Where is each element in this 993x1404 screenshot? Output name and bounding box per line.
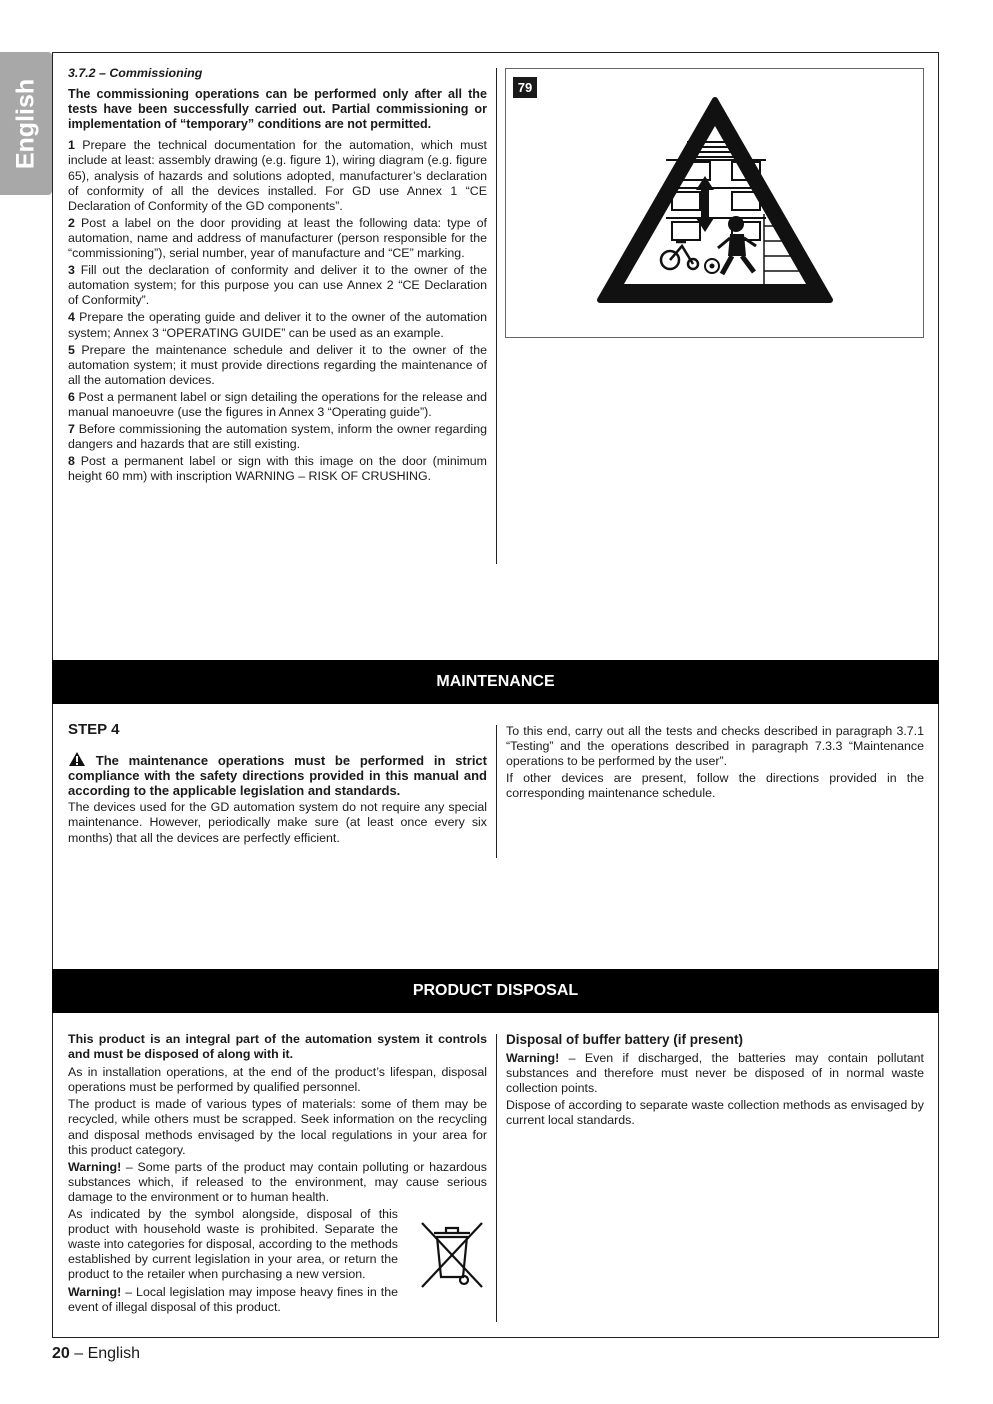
commissioning-item: 4 Prepare the operating guide and deliver it to the owner of the automation system; Annex 3 “OPERATING GUIDE” can be used as an example.	[68, 310, 488, 340]
disposal-right	[506, 1032, 924, 1131]
crossed-bin-icon	[418, 1219, 486, 1291]
commissioning-item: 3 Fill out the declaration of conformity and deliver it to the owner of the automation system; for this purpose you can use Annex 2 “CE Declaration of Conformity”.	[68, 263, 487, 308]
commissioning-item: 1 Prepare the technical documentation for the automation, which must include at least: assembly drawing (e.g. figure 1), wiring diagram (e.g. figure 65), analysis of hazards and solutions adopted, manufacturer’s declaration of conformity of all the devices installed. For GD use Annex 1 “CE Declaration of Conformity of the GD components”.	[68, 138, 487, 213]
commissioning-item: 6 Post a permanent label or sign detailing the operations for the release and manual manoeuvre (use the figures in Annex 3 “Operating guide”).	[68, 389, 487, 419]
footer-language: – English	[69, 1345, 141, 1362]
maintenance-left	[68, 722, 487, 848]
disposal-banner: PRODUCT DISPOSAL	[52, 969, 939, 1013]
language-tab-label: English	[11, 78, 40, 169]
battery-heading: Disposal of buffer battery (if present)	[506, 1032, 744, 1047]
disposal-p2: The product is made of various types of materials: some of them may be recycled, while others must be scrapped. Seek information on the recycling and disposal methods envisaged by the local regulations in your area for this product category.	[68, 1097, 487, 1157]
commissioning-item: 8 Post a permanent label or sign with this image on the door (minimum height 60 mm) with inscription WARNING – RISK OF CRUSHING.	[68, 454, 488, 484]
column-divider	[496, 1034, 497, 1322]
maintenance-right	[506, 724, 924, 803]
disposal-p1: As in installation operations, at the end of the product’s lifespan, disposal operations must be performed by qualified personnel.	[68, 1065, 487, 1095]
commissioning-item: 2 Post a label on the door providing at least the following data: type of automation, name and address of manufacturer (person responsible for the “commissioning”), serial number, year of manufacture and “CE” marking.	[68, 215, 487, 261]
maintenance-right-p2: If other devices are present, follow the directions provided in the corresponding maintenance schedule.	[506, 771, 924, 801]
commissioning-item: 7 Before commissioning the automation system, inform the owner regarding dangers and hazards that are still existing.	[68, 422, 487, 452]
battery-text: Dispose of according to separate waste collection methods as envisaged by current local standards.	[506, 1098, 924, 1128]
page-number: 20	[52, 1345, 70, 1362]
battery-warning: Warning! – Even if discharged, the batteries may contain pollutant substances and therefore must never be disposed of in normal waste collection points.	[506, 1051, 924, 1096]
column-divider	[496, 725, 497, 858]
commissioning-intro: The commissioning operations can be performed only after all the tests have been successfully carried out. Partial commissioning or implementation of “temporary” conditions are not permitted.	[68, 87, 487, 132]
maintenance-right-p1: To this end, carry out all the tests and checks described in paragraph 3.7.1 “Testing” and the operations described in paragraph 7.3.3 “Maintenance operations to be performed by the user”.	[506, 724, 924, 769]
commissioning-heading: 3.7.2 – Commissioning	[68, 66, 203, 80]
column-divider	[496, 68, 497, 564]
commissioning-section	[68, 66, 487, 486]
maintenance-warning: The maintenance operations must be performed in strict compliance with the safety directions provided in this manual and according to the applicable legislation and standards.	[68, 753, 487, 799]
language-tab	[0, 52, 52, 195]
disposal-p3: As indicated by the symbol alongside, disposal of this product with household waste is prohibited. Separate the waste into categories for disposal, according to the methods established by current legislation in your area, or return the product to the retailer when purchasing a new version.	[68, 1207, 398, 1282]
warning-triangle-icon	[68, 751, 86, 767]
page-footer	[52, 1345, 140, 1363]
disposal-warning-1: Warning! – Some parts of the product may contain polluting or hazardous substances which, if released to the environment, may cause serious damage to the environment or to human health.	[68, 1159, 487, 1204]
disposal-intro: This product is an integral part of the automation system it controls and must be disposed of along with it.	[68, 1032, 487, 1062]
disposal-warning-2: Warning! – Local legislation may impose heavy fines in the event of illegal disposal of this product.	[68, 1284, 398, 1314]
maintenance-body: The devices used for the GD automation system do not require any special maintenance. However, periodically make sure (at least once every six months) that all the devices are perfectly efficient.	[68, 800, 487, 845]
figure-number: 79	[513, 77, 537, 98]
maintenance-banner: MAINTENANCE	[52, 660, 939, 704]
commissioning-item: 5 Prepare the maintenance schedule and deliver it to the owner of the automation system; it must provide directions regarding the maintenance of all the automation devices.	[68, 342, 487, 387]
crushing-warning-icon	[596, 96, 834, 306]
step-heading: STEP 4	[68, 721, 120, 738]
